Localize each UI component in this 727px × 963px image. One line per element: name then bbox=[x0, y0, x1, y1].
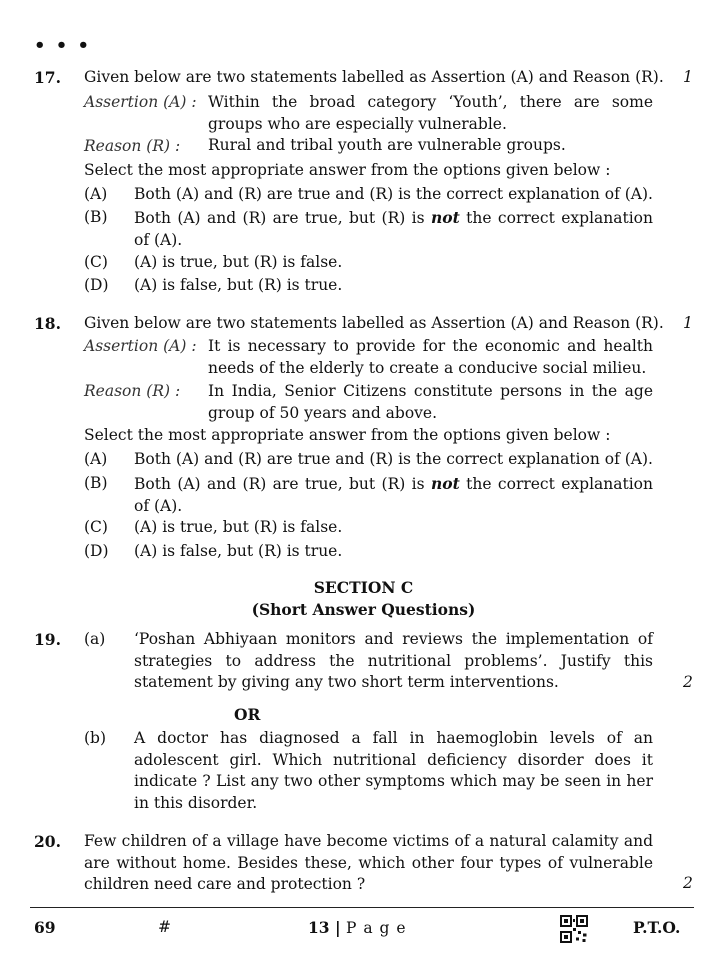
q17-stem: Given below are two statements labelled as Assertion (A) and Reason (R). bbox=[84, 68, 664, 86]
q18-option-b-post: the correct explanation of (A). bbox=[134, 475, 653, 515]
q18-option-d-letter: (D) bbox=[84, 542, 109, 560]
q18-option-c-text: (A) is true, but (R) is false. bbox=[134, 518, 343, 536]
q19-part-a-text: ‘Poshan Abhiyaan monitors and reviews the implementation of strategies to address the nutritional problems’. Justify this statement by giving any two short term interventions. bbox=[134, 630, 653, 691]
q17-number: 17. bbox=[34, 68, 61, 87]
q17-option-c-letter: (C) bbox=[84, 253, 108, 271]
q18-instruction: Select the most appropriate answer from the options given below : bbox=[84, 426, 611, 444]
q17-option-b-text bbox=[134, 207, 653, 251]
q17-option-b-letter: (B) bbox=[84, 208, 108, 226]
q18-option-b-text bbox=[134, 473, 653, 517]
q18-number: 18. bbox=[34, 314, 61, 333]
q18-option-d-text: (A) is false, but (R) is true. bbox=[134, 542, 343, 560]
q18-assertion-text: It is necessary to provide for the economic and health needs of the elderly to create a conducive social milieu. bbox=[208, 337, 653, 377]
footer-hash: # bbox=[158, 918, 171, 936]
section-subtitle: (Short Answer Questions) bbox=[251, 600, 476, 619]
q18-option-b-letter: (B) bbox=[84, 474, 108, 492]
q19-or: OR bbox=[234, 705, 261, 724]
q20-number: 20. bbox=[34, 832, 61, 851]
q17-instruction: Select the most appropriate answer from the options given below : bbox=[84, 161, 611, 179]
q19-part-a-label: (a) bbox=[84, 630, 106, 648]
q17-reason-text: Rural and tribal youth are vulnerable groups. bbox=[208, 136, 566, 154]
q17-option-a-letter: (A) bbox=[84, 185, 108, 203]
q17-option-d-text: (A) is false, but (R) is true. bbox=[134, 276, 343, 294]
q17-option-b-emph: not bbox=[430, 208, 460, 227]
section-title: SECTION C bbox=[313, 578, 414, 597]
q17-option-b-post: the correct explanation of (A). bbox=[134, 209, 653, 249]
footer-page bbox=[308, 918, 407, 937]
q20-text: Few children of a village have become victims of a natural calamity and are without home. Besides these, which other four types of vulnerable children need care and protection ? bbox=[84, 832, 653, 893]
q18-reason-text: In India, Senior Citizens constitute persons in the age group of 50 years and above. bbox=[208, 382, 653, 422]
q18-assertion-label: Assertion (A) : bbox=[84, 337, 197, 355]
q18-stem: Given below are two statements labelled as Assertion (A) and Reason (R). bbox=[84, 314, 664, 332]
q19-part-a-marks: 2 bbox=[683, 673, 693, 691]
footer-separator: | bbox=[334, 918, 341, 937]
q18-option-a-text: Both (A) and (R) are true and (R) is the correct explanation of (A). bbox=[134, 450, 653, 468]
q19-part-b-text: A doctor has diagnosed a fall in haemoglobin levels of an adolescent girl. Which nutritional deficiency disorder does it indicate ? List any two other symptoms which may be seen in her in this disorder. bbox=[134, 729, 653, 812]
footer-page-word: P a g e bbox=[346, 919, 407, 937]
q17-assertion-label: Assertion (A) : bbox=[84, 93, 197, 111]
q19-number: 19. bbox=[34, 630, 61, 649]
q17-marks: 1 bbox=[683, 68, 693, 86]
q17-option-d-letter: (D) bbox=[84, 276, 109, 294]
footer-page-number: 13 bbox=[308, 918, 330, 937]
q20-marks: 2 bbox=[683, 874, 693, 892]
q18-option-a-letter: (A) bbox=[84, 450, 108, 468]
q18-option-b-pre: Both (A) and (R) are true, but (R) is bbox=[134, 475, 431, 493]
footer-pto: P.T.O. bbox=[633, 918, 681, 937]
header-dots: • • • bbox=[34, 35, 92, 56]
q17-option-b-pre: Both (A) and (R) are true, but (R) is bbox=[134, 209, 431, 227]
q18-option-c-letter: (C) bbox=[84, 518, 108, 536]
q17-reason-label: Reason (R) : bbox=[84, 137, 181, 155]
q18-option-b-emph: not bbox=[430, 474, 460, 493]
q17-option-c-text: (A) is true, but (R) is false. bbox=[134, 253, 343, 271]
footer-code: 69 bbox=[34, 918, 56, 937]
q17-option-a-text: Both (A) and (R) are true and (R) is the correct explanation of (A). bbox=[134, 185, 653, 203]
footer-rule bbox=[30, 907, 694, 908]
qr-code-icon bbox=[560, 915, 588, 943]
q19-part-b-label: (b) bbox=[84, 729, 107, 747]
q18-marks: 1 bbox=[683, 314, 693, 332]
q18-reason-label: Reason (R) : bbox=[84, 382, 181, 400]
q17-assertion-text: Within the broad category ‘Youth’, there are some groups who are especially vulnerable. bbox=[208, 93, 653, 133]
